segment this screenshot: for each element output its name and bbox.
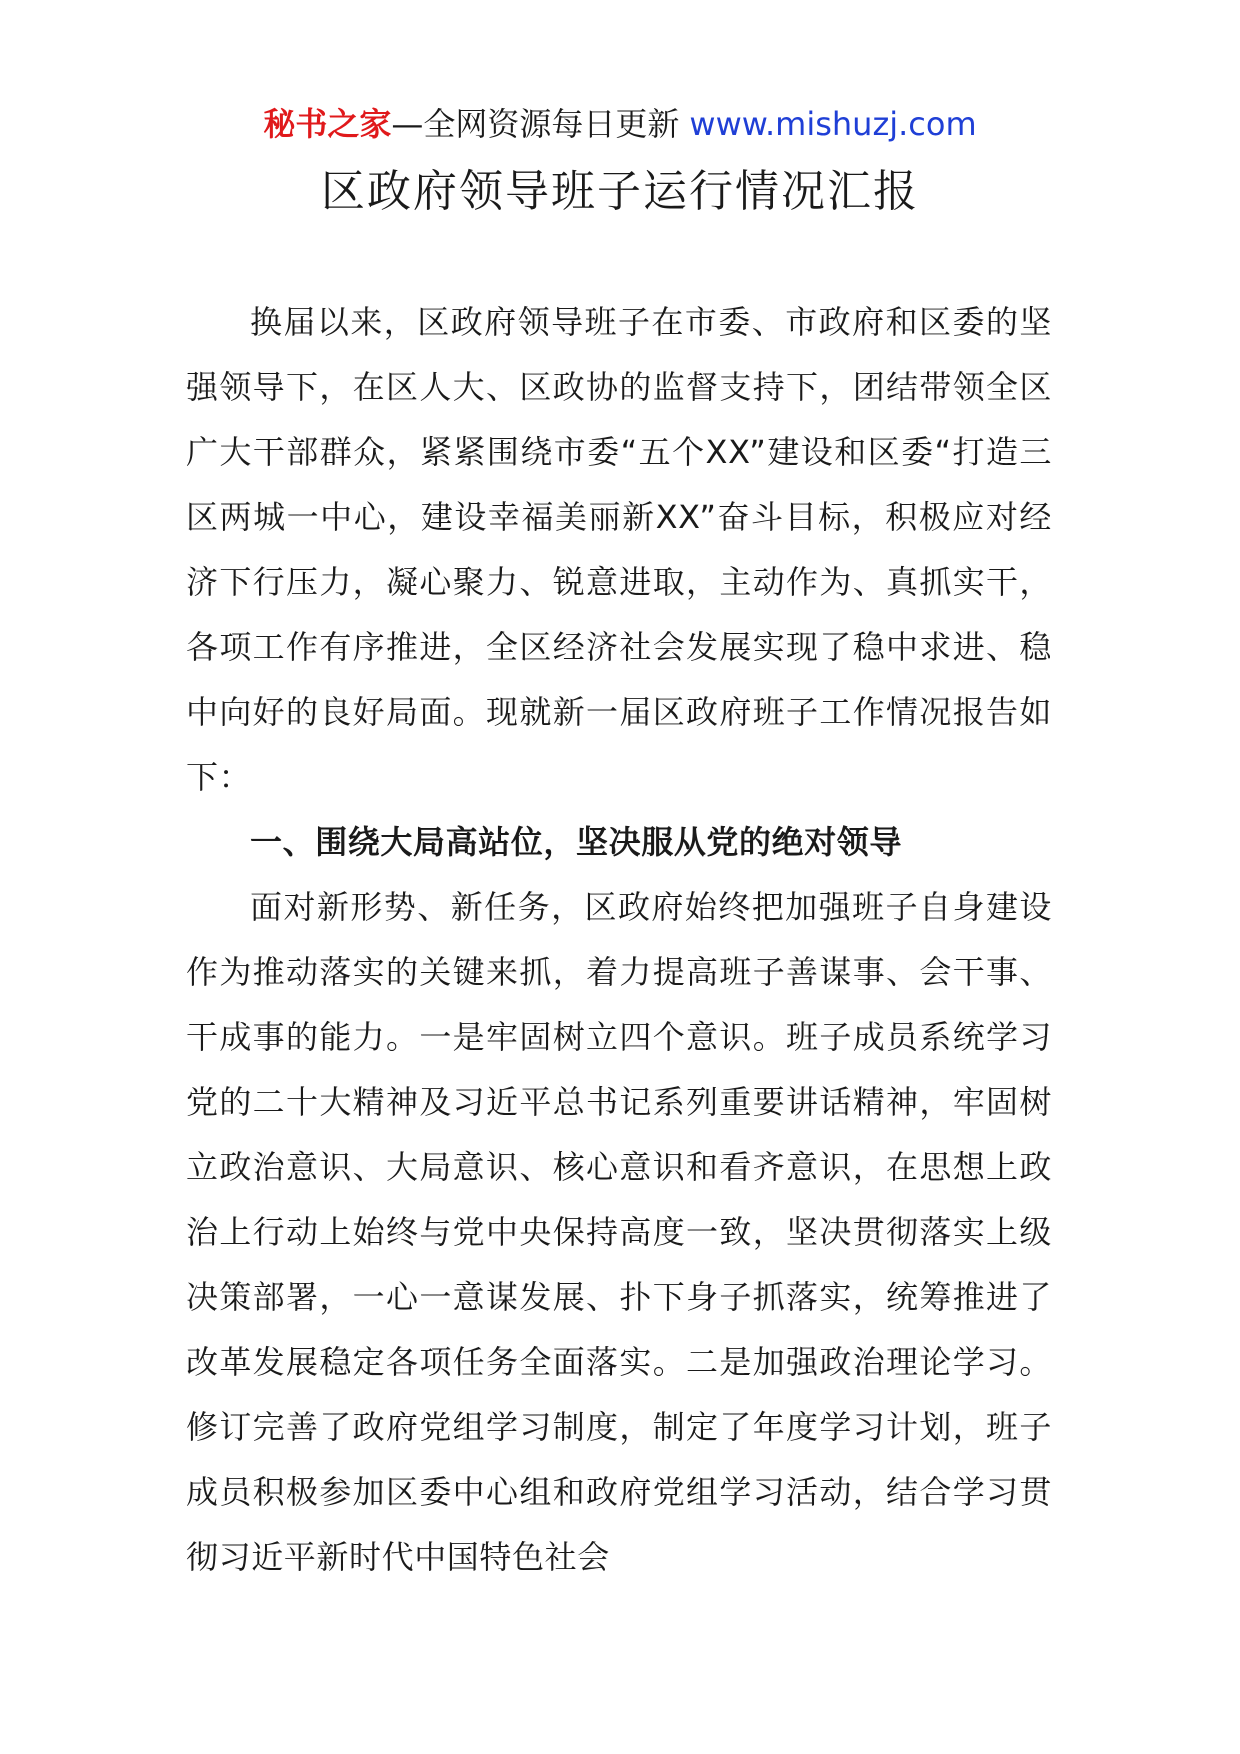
site-header — [0, 102, 1240, 146]
header-slogan: —全网资源每日更新 — [391, 105, 680, 143]
document-title: 区政府领导班子运行情况汇报 — [321, 166, 919, 217]
intro-paragraph: 换届以来，区政府领导班子在市委、市政府和区委的坚强领导下，在区人大、区政协的监督支持下，团结带领全区广大干部群众，紧紧围绕市委“五个XX”建设和区委“打造三区两城一中心，建设幸福美丽新XX”奋斗目标，积极应对经济下行压力，凝心聚力、锐意进取，主动作为、真抓实干，各项工作有序推进，全区经济社会发展实现了稳中求进、稳中向好的良好局面。现就新一届区政府班子工作情况报告如下： — [186, 303, 1052, 796]
section-heading: 一、围绕大局高站位，坚决服从党的绝对领导 — [250, 823, 903, 861]
brand-name: 秘书之家 — [263, 105, 392, 143]
body-paragraph: 面对新形势、新任务，区政府始终把加强班子自身建设作为推动落实的关键来抓，着力提高班子善谋事、会干事、干成事的能力。一是牢固树立四个意识。班子成员系统学习党的二十大精神及习近平总书记系列重要讲话精神，牢固树立政治意识、大局意识、核心意识和看齐意识，在思想上政治上行动上始终与党中央保持高度一致，坚决贯彻落实上级决策部署，一心一意谋发展、扑下身子抓落实，统筹推进了改革发展稳定各项任务全面落实。二是加强政治理论学习。修订完善了政府党组学习制度，制定了年度学习计划，班子成员积极参加区委中心组和政府党组学习活动，结合学习贯彻习近平新时代中国特色社会 — [186, 888, 1052, 1576]
site-url[interactable]: www.mishuzj.com — [689, 105, 977, 143]
document-body — [186, 290, 1052, 1590]
